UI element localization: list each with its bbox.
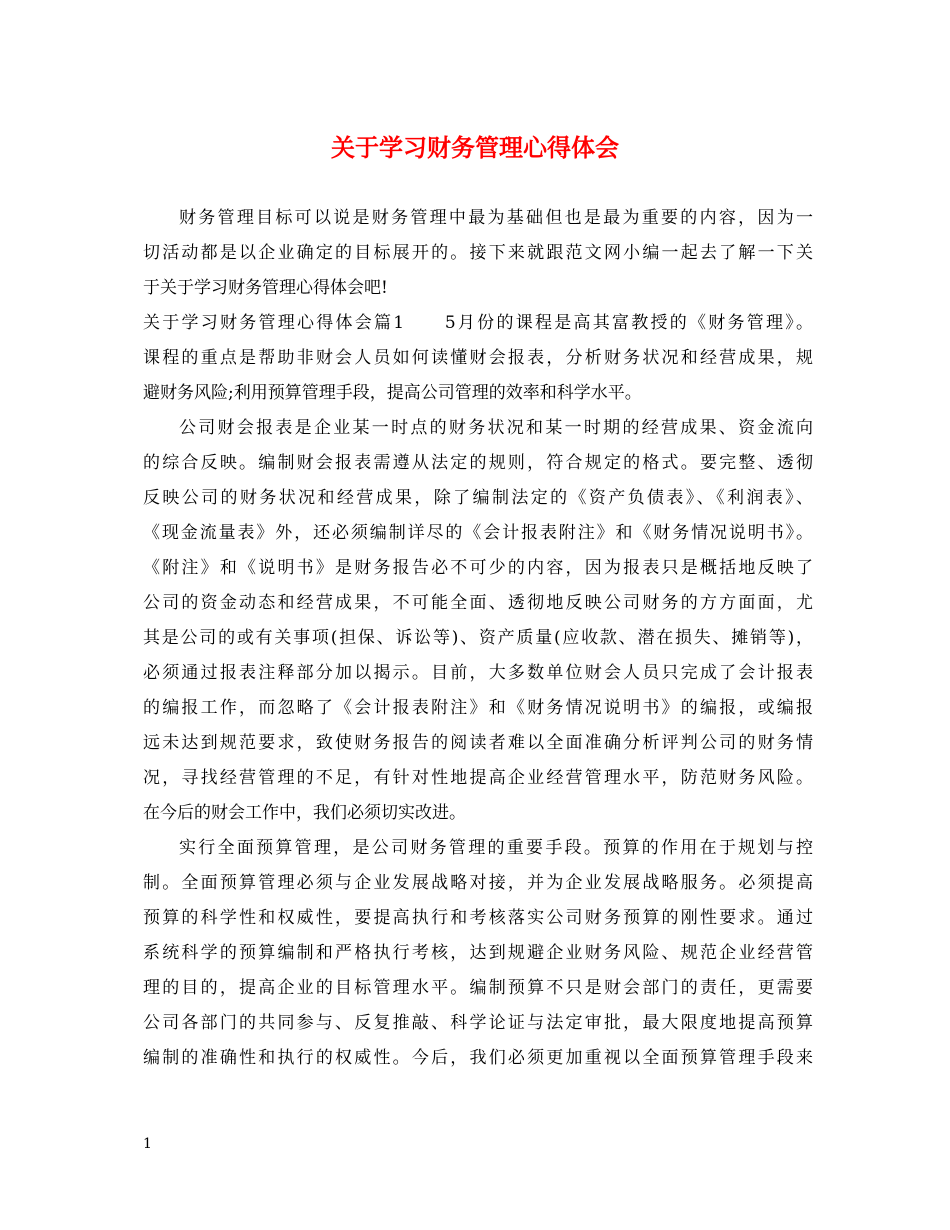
page-number: 1: [143, 1136, 152, 1152]
paragraph-line: 其是公司的或有关事项(担保、诉讼等)、资产质量(应收款、潜在损失、摊销等)，: [143, 628, 813, 648]
paragraph-line: 理的目的，提高企业的目标管理水平。编制预算不只是财会部门的责任，更需要: [143, 978, 813, 998]
paragraph-line: 公司财会报表是企业某一时点的财务状况和某一时期的经营成果、资金流向: [179, 418, 813, 438]
paragraph-line: 于关于学习财务管理心得体会吧!: [143, 278, 388, 298]
paragraph-line: 《附注》和《说明书》是财务报告必不可少的内容，因为报表只是概括地反映了: [143, 558, 813, 578]
document-title: 关于学习财务管理心得体会: [331, 133, 619, 162]
paragraph-line: 在今后的财会工作中，我们必须切实改进。: [143, 803, 466, 823]
paragraph-line: 避财务风险;利用预算管理手段，提高公司管理的效率和科学水平。: [143, 383, 642, 403]
paragraph-line: 《现金流量表》外，还必须编制详尽的《会计报表附注》和《财务情况说明书》。: [143, 523, 813, 543]
paragraph-line: 的综合反映。编制财会报表需遵从法定的规则，符合规定的格式。要完整、透彻: [143, 453, 813, 473]
paragraph-line: 编制的准确性和执行的权威性。今后，我们必须更加重视以全面预算管理手段来: [143, 1048, 813, 1068]
paragraph-line: 切活动都是以企业确定的目标展开的。接下来就跟范文网小编一起去了解一下关: [143, 243, 813, 263]
paragraph-line: 公司各部门的共同参与、反复推敲、科学论证与法定审批，最大限度地提高预算: [143, 1013, 813, 1033]
paragraph-line: 实行全面预算管理，是公司财务管理的重要手段。预算的作用在于规划与控: [179, 838, 813, 858]
paragraph-line: 远未达到规范要求，致使财务报告的阅读者难以全面准确分析评判公司的财务情: [143, 733, 813, 753]
paragraph-line: 反映公司的财务状况和经营成果，除了编制法定的《资产负债表》、《利润表》、: [143, 488, 813, 508]
paragraph-line: 必须通过报表注释部分加以揭示。目前，大多数单位财会人员只完成了会计报表: [143, 663, 813, 683]
paragraph-line: 的编报工作，而忽略了《会计报表附注》和《财务情况说明书》的编报，或编报: [143, 698, 813, 718]
paragraph-line: 关于学习财务管理心得体会篇1 5月份的课程是高其富教授的《财务管理》。: [143, 313, 813, 333]
paragraph-line: 课程的重点是帮助非财会人员如何读懂财会报表，分析财务状况和经营成果，规: [143, 348, 813, 368]
paragraph-line: 预算的科学性和权威性，要提高执行和考核落实公司财务预算的刚性要求。通过: [143, 908, 813, 928]
paragraph-line: 况，寻找经营管理的不足，有针对性地提高企业经营管理水平，防范财务风险。: [143, 768, 813, 788]
paragraph-line: 制。全面预算管理必须与企业发展战略对接，并为企业发展战略服务。必须提高: [143, 873, 813, 893]
paragraph-line: 公司的资金动态和经营成果，不可能全面、透彻地反映公司财务的方方面面，尤: [143, 593, 813, 613]
paragraph-line: 财务管理目标可以说是财务管理中最为基础但也是最为重要的内容，因为一: [179, 208, 813, 228]
paragraph-line: 系统科学的预算编制和严格执行考核，达到规避企业财务风险、规范企业经营管: [143, 943, 813, 963]
